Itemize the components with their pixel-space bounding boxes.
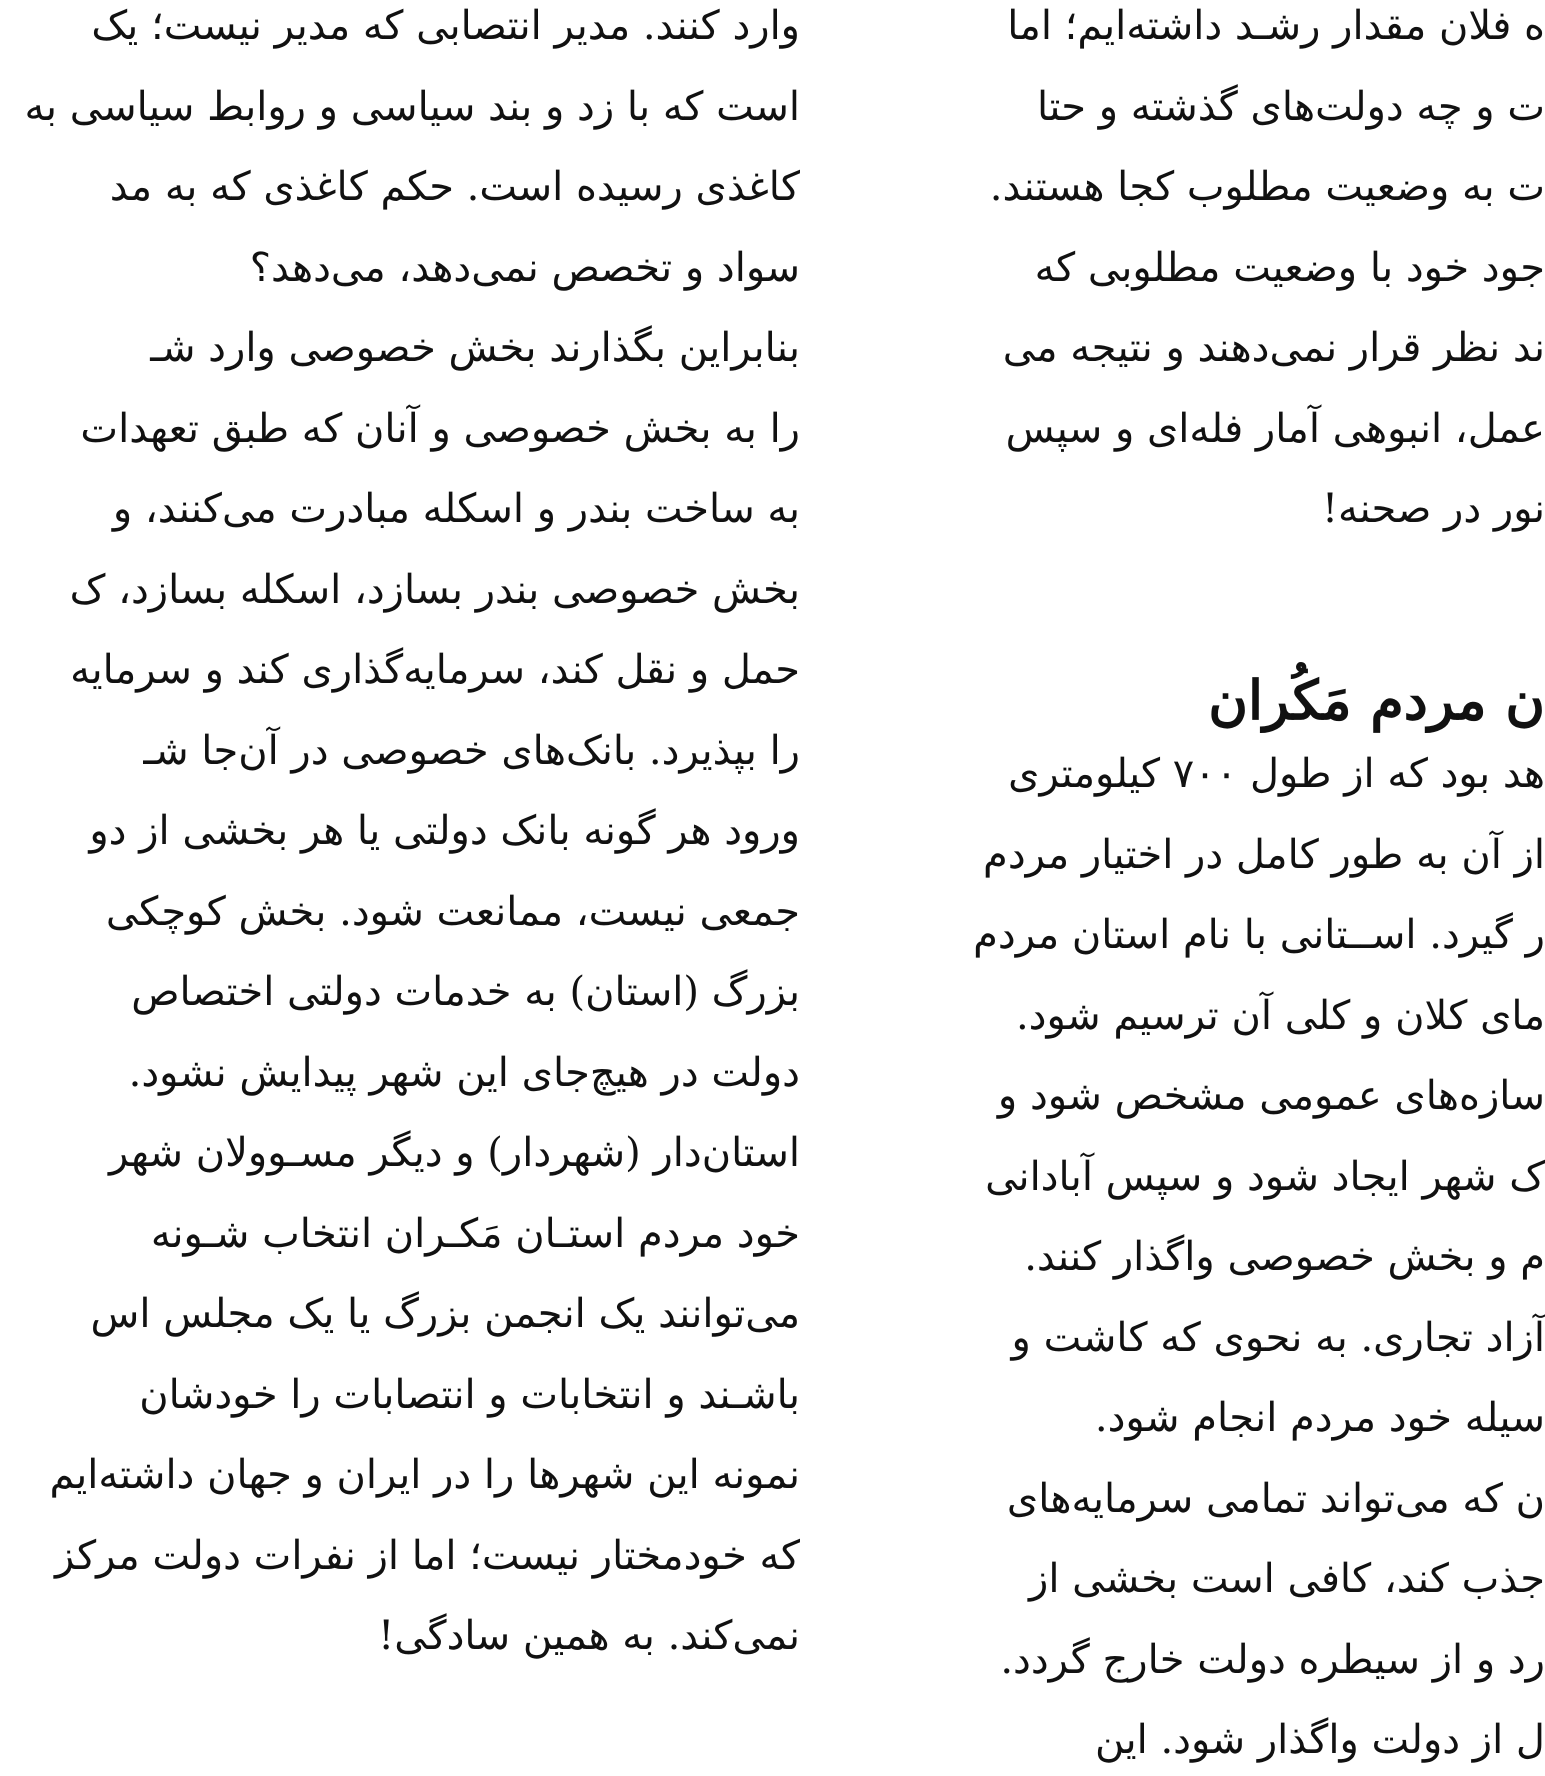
left-text-line: خود مردم استـان مَکـران انتخاب شـونه (150, 1210, 800, 1257)
right-text-line: عمل، انبوهی آمار فله‌ای و سپس (1005, 405, 1545, 452)
left-text-line: استان‌دار (شهردار) و دیگر مسـوولان شهر (109, 1130, 800, 1176)
right-text-line: ن که می‌تواند تمامی سرمایه‌های (1006, 1475, 1545, 1522)
left-text-line: کاغذی رسیده است. حکم کاغذی که به مد (109, 164, 800, 210)
right-text-line: ت و چه دولت‌های گذشته و حتا (1037, 83, 1545, 130)
right-text-line: نور در صحنه! (1321, 486, 1545, 532)
right-text-line: م و بخش خصوصی واگذار کنند. (1024, 1234, 1545, 1280)
section-heading: ن مردم مَکُران (1208, 668, 1545, 732)
left-text-line: را بپذیرد. بانک‌های خصوصی در آن‌جا شـ (143, 727, 800, 774)
right-text-line: ت به وضعیت مطلوب کجا هستند. (989, 164, 1545, 210)
left-text-line: که خودمختار نیست؛ اما از نفرات دولت مرکز (55, 1532, 800, 1579)
left-text-line: وارد کنند. مدیر انتصابی که مدیر نیست؛ یک (91, 3, 800, 49)
right-text-line: از آن به طور کامل در اختیار مردم (983, 831, 1545, 878)
left-text-line: است که با زد و بند سیاسی و روابط سیاسی به (24, 83, 800, 130)
left-text-line: جمعی نیست، ممانعت شود. بخش کوچکی (105, 888, 800, 935)
right-text-line: ر گیرد. اســتانی با نام استان مردم (973, 912, 1545, 958)
left-text-line: بخش خصوصی بندر بسازد، اسکله بسازد، ک (69, 566, 800, 613)
left-text-line: باشـند و انتخابات و انتصابات را خودشان (139, 1371, 800, 1418)
right-text-line: آزاد تجاری. به نحوی که کاشت و (1011, 1314, 1545, 1361)
right-text-line: ک شهر ایجاد شود و سپس آبادانی (985, 1153, 1545, 1200)
left-text-line: دولت در هیچ‌جای این شهر پیدایش نشود. (128, 1049, 800, 1096)
right-text-line: جود خود با وضعیت مطلوبی که (1034, 244, 1545, 291)
right-text-line: ل از دولت واگذار شود. این (1095, 1717, 1545, 1763)
right-text-line: مای کلان و کلی آن ترسیم شود. (1015, 992, 1545, 1039)
right-text-column (905, 0, 1545, 1776)
right-text-line: جذب کند، کافی است بخشی از (1029, 1556, 1545, 1602)
left-text-line: سواد و تخصص نمی‌دهد، می‌دهد؟ (249, 244, 800, 291)
left-text-line: به ساخت بندر و اسکله مبادرت می‌کنند، و (112, 486, 800, 532)
left-text-line: بزرگ (استان) به خدمات دولتی اختصاص (131, 969, 800, 1015)
column-gutter (800, 0, 905, 1776)
left-text-line: حمل و نقل کند، سرمایه‌گذاری کند و سرمایه (70, 647, 800, 693)
right-text-line: رد و از سیطره دولت خارج گردد. (1000, 1636, 1545, 1683)
left-text-line: نمی‌کند. به همین سادگی! (378, 1613, 800, 1659)
left-text-line: را به بخش خصوصی و آنان که طبق تعهدات (80, 405, 800, 452)
right-text-line: سیله خود مردم انجام شود. (1094, 1395, 1545, 1441)
left-text-line: نمونه این شهرها را در ایران و جهان داشته‌ایم (49, 1452, 800, 1498)
right-text-line: سازه‌های عمومی مشخص شود و (997, 1073, 1545, 1119)
right-text-line: ه فلان مقدار رشـد داشته‌ایم؛ اما (1007, 3, 1545, 49)
right-text-line: ند نظر قرار نمی‌دهند و نتیجه می (1002, 325, 1545, 371)
right-text-line: هد بود که از طول ۷۰۰ کیلومتری (1008, 751, 1545, 797)
left-text-line: ورود هر گونه بانک دولتی یا هر بخشی از دو (89, 808, 800, 854)
left-text-line: می‌توانند یک انجمن بزرگ یا یک مجلس اس (90, 1291, 800, 1337)
left-text-line: بنابراین بگذارند بخش خصوصی وارد شـ (150, 325, 800, 371)
